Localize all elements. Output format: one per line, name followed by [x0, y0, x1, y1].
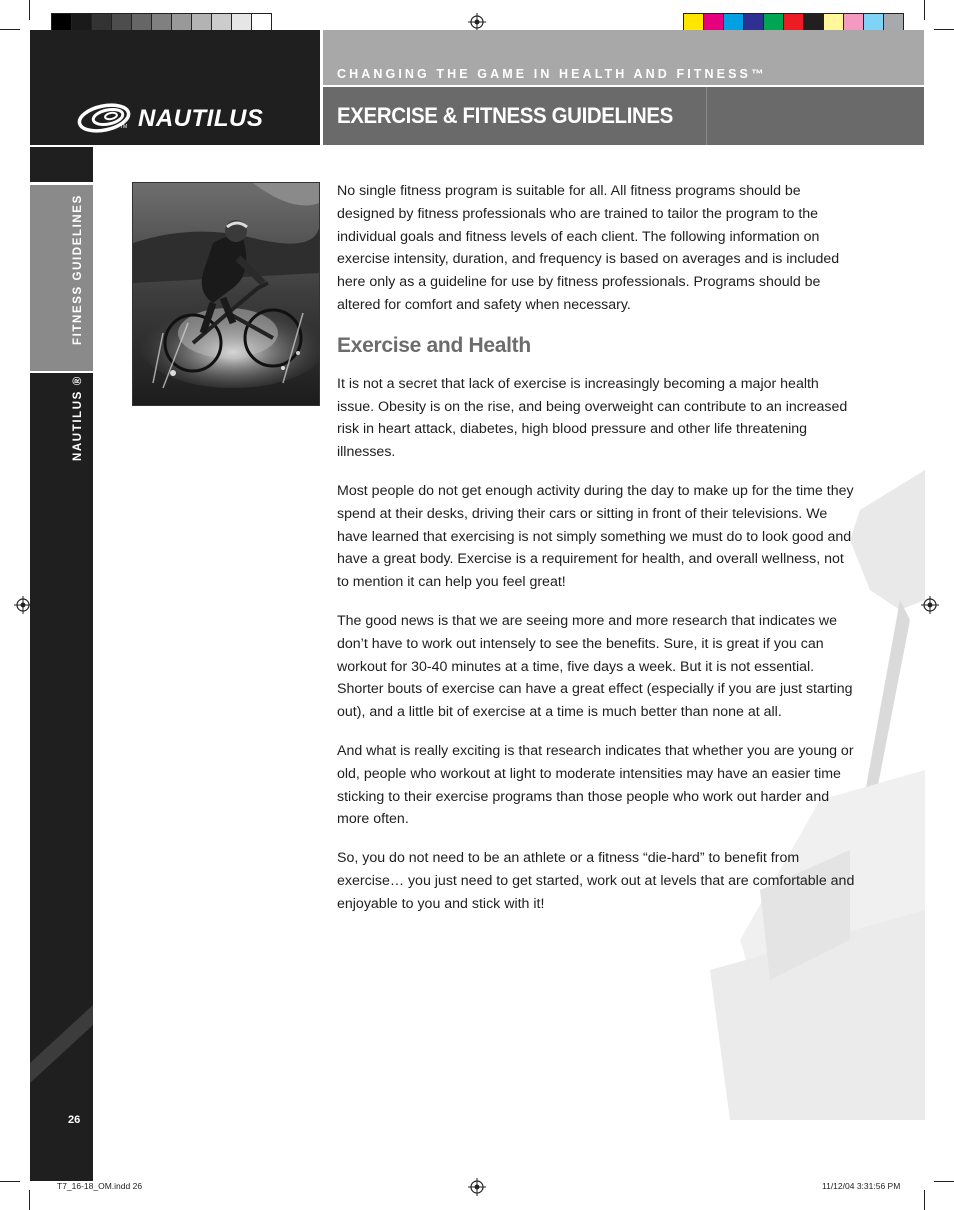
photo-mountain-biker [132, 182, 320, 406]
tagline-bar [323, 30, 924, 85]
registration-mark-icon [468, 1178, 486, 1196]
registration-mark-icon [468, 13, 486, 31]
crop-mark [934, 1181, 954, 1182]
print-timestamp: 11/12/04 3:31:56 PM [822, 1181, 901, 1191]
tagline: CHANGING THE GAME IN HEALTH AND FITNESS™ [337, 67, 767, 81]
sidebar-top-block [30, 147, 93, 182]
file-slug: T7_16-18_OM.indd 26 [57, 1181, 143, 1191]
body-paragraph: Most people do not get enough activity during the day to make up for the time they spend at their desks, driving their cars or sitting in front of their televisions. We have learned that exercising is not simply something we must do to look good and have a great body. Exercise is a requirement for health, and overall wellness, not to mention it can help you feel great! [337, 482, 854, 591]
sidebar-tab-label: NAUTILUS ® [72, 375, 84, 461]
sidebar-tab-fitness-guidelines [30, 185, 93, 371]
crop-mark [934, 29, 954, 30]
nautilus-logo [76, 100, 326, 140]
crop-mark [29, 0, 30, 20]
crop-mark [0, 1181, 20, 1182]
article-body [337, 180, 857, 932]
crop-mark [924, 1190, 925, 1210]
page-number: 26 [68, 1114, 81, 1126]
brand-wordmark: NAUTILUS [138, 105, 264, 132]
sidebar-tab-label: FITNESS GUIDELINES [72, 194, 84, 345]
section-heading: Exercise and Health [337, 333, 531, 357]
body-paragraph: So, you do not need to be an athlete or a fitness “die-hard” to benefit from exercise… you just need to get started, work out at levels that are comfortable and enjoyable to you and stick with it! [337, 850, 855, 912]
crop-mark [924, 0, 925, 20]
body-paragraph: The good news is that we are seeing more and more research that indicates we don’t have to work out intensely to see the benefits. Sure, it is great if you can workout for 30-40 minutes at a time, five days a week. But it is not essential. Shorter bouts of exercise can have a great effect (especially if you are just starting out), and a little bit of exercise at a time is much better than none at all. [337, 612, 853, 721]
crop-mark [29, 1190, 30, 1210]
body-paragraph: It is not a secret that lack of exercise is increasingly becoming a major health issue. Obesity is on the rise, and being overweight can contribute to an increased risk in heart attack, diabetes, high blood pressure and other life threatening illnesses. [337, 375, 848, 461]
title-bar [323, 87, 924, 145]
body-paragraph: And what is really exciting is that research indicates that whether you are young or old, people who workout at light to moderate intensities may have an easier time sticking to their exercise programs than those people who work out harder and more often. [337, 742, 854, 828]
intro-paragraph: No single fitness program is suitable for all. All fitness programs should be designed by fitness professionals who are trained to tailor the program to the individual goals and fitness levels of each client. The following information on exercise intensity, duration, and frequency is based on averages and is included here only as a guideline for use by fitness professionals. Programs should be altered for comfort and safety when necessary. [337, 183, 840, 313]
logo-block [30, 30, 320, 145]
svg-text:TM: TM [120, 124, 128, 130]
title-divider [706, 87, 707, 145]
crop-mark [0, 29, 20, 30]
mountain-biker-image [133, 183, 319, 405]
page-title: EXERCISE & FITNESS GUIDELINES [337, 103, 673, 128]
sidebar-diagonal-accent [30, 1005, 93, 1095]
